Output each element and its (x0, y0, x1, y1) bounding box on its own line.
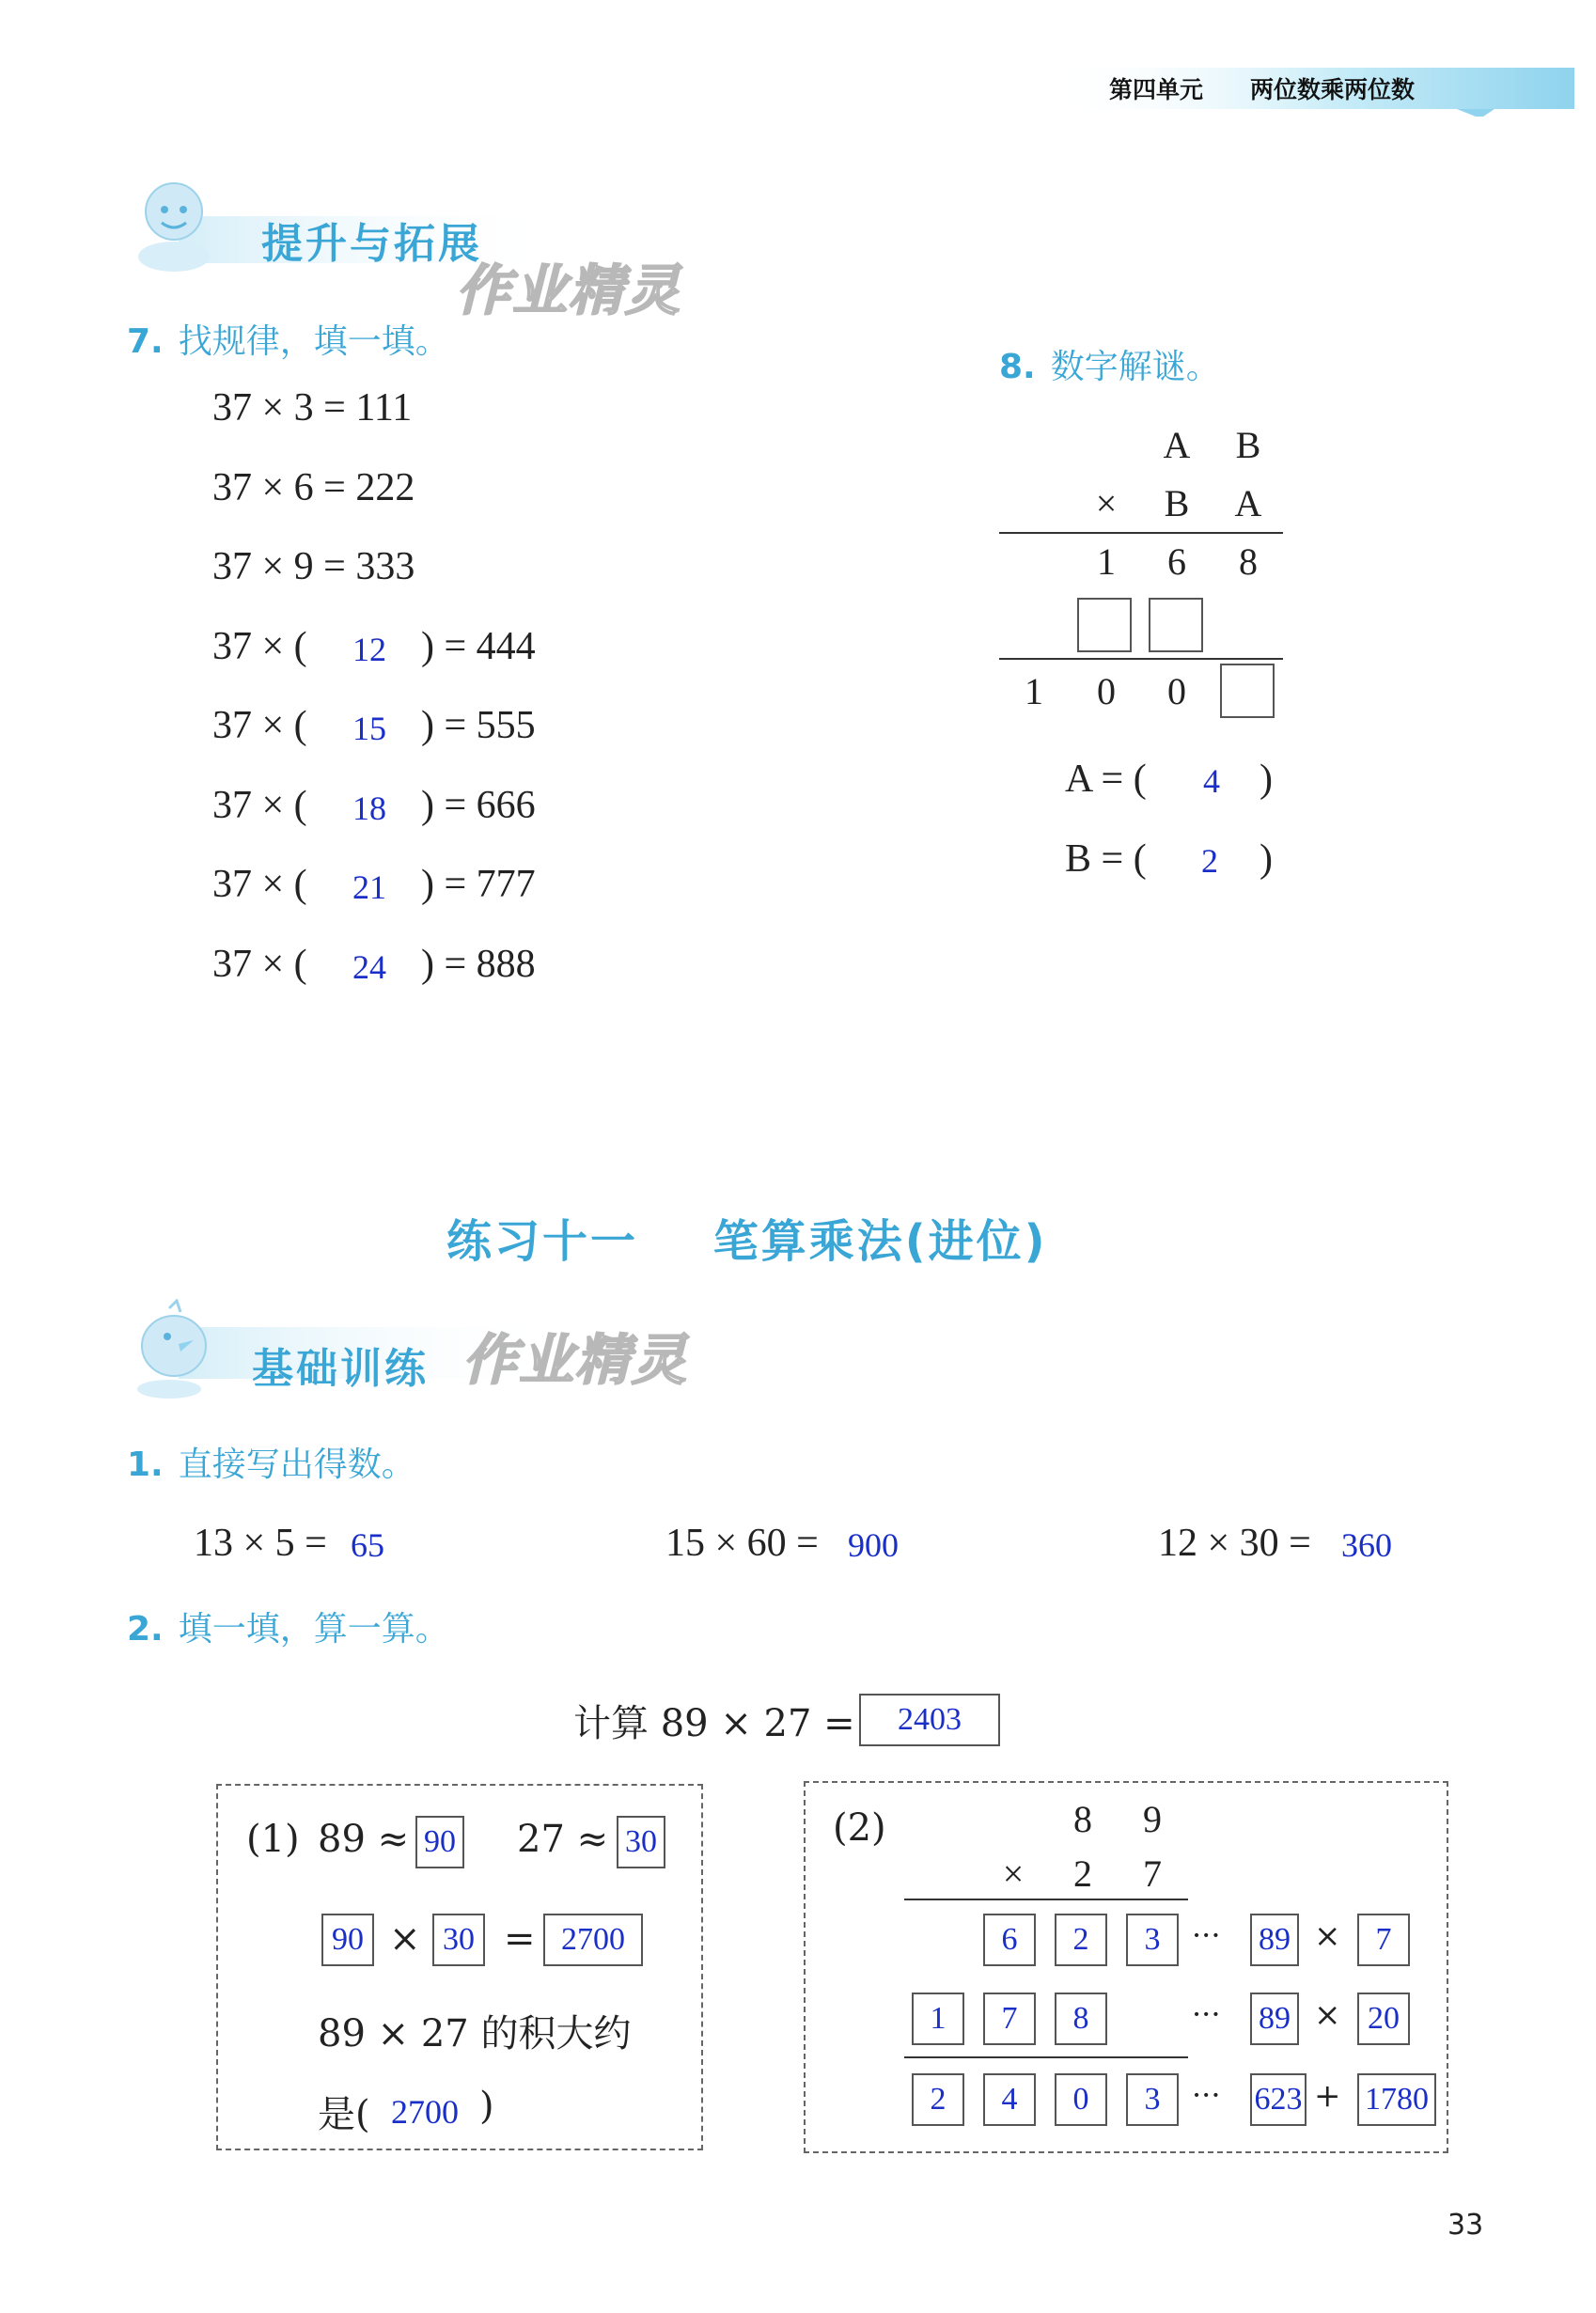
q2-part2-row1-digit-1[interactable]: 6 (983, 1914, 1036, 1966)
header-topic: 两位数乘两位数 (1250, 76, 1416, 103)
q8-row2-a: A (1234, 482, 1262, 524)
q2-part2-row2-digit-1[interactable]: 1 (912, 1993, 964, 2045)
q8-row3-d1: 1 (1097, 540, 1116, 583)
q7-row-7-left: 37 × ( (212, 863, 307, 906)
q2-part1-approx-2: 27 ≈ (517, 1818, 609, 1861)
q8-a-answer[interactable]: 4 (1203, 762, 1220, 800)
section-title-basic: 基础训练 (252, 1345, 429, 1393)
q2-number: 2. (127, 1610, 164, 1649)
q2-part1-approx-2-answer[interactable]: 30 (617, 1816, 665, 1868)
q8-row5-d3: 0 (1167, 670, 1186, 712)
q8-row5-d2: 0 (1097, 670, 1116, 712)
q2-part2-label: (2) (833, 1806, 886, 1850)
q2-part2-row3-digit-4[interactable]: 3 (1126, 2073, 1179, 2126)
q8-b-label: B = ( (1065, 837, 1147, 881)
q2-part2-line-1 (904, 1899, 1188, 1900)
q8-a-close: ) (1260, 758, 1273, 801)
q2-part1-text-2-answer[interactable]: 2700 (391, 2093, 459, 2131)
q7-row-1-left: 37 × 3 = 111 (212, 386, 413, 430)
q2-part2-top-1: 8 (1073, 1798, 1092, 1840)
q8-times: × (1095, 482, 1118, 524)
q2-part2-row1-note-a[interactable]: 89 (1250, 1914, 1299, 1966)
q2-part1-approx-1: 89 ≈ (318, 1818, 410, 1861)
q8-row1-a: A (1163, 424, 1191, 466)
q2-part2-row3-note-b[interactable]: 1780 (1357, 2073, 1436, 2126)
q8-row1-b: B (1235, 424, 1261, 466)
q2-part1-mult-1[interactable]: 90 (321, 1914, 374, 1966)
q7-row-7-answer[interactable]: 21 (352, 868, 386, 906)
exercise-number: 练习十一 (446, 1215, 639, 1268)
q7-row-4-answer[interactable]: 12 (352, 630, 386, 668)
q7-row-8-left: 37 × ( (212, 942, 307, 986)
q2-part1-mult-2[interactable]: 30 (432, 1914, 485, 1966)
q1-expr-1: 13 × 5 = (194, 1522, 327, 1565)
q8-row3-d3: 8 (1239, 540, 1258, 583)
watermark: 作业精灵 (456, 258, 682, 322)
q2-part2-row2-digit-3[interactable]: 8 (1055, 1993, 1107, 2045)
q2-part1-label: (1) (246, 1818, 300, 1861)
q2-part2-row3-digit-3[interactable]: 0 (1055, 2073, 1107, 2126)
q7-row-6-left: 37 × ( (212, 783, 307, 827)
q2-part2-row1-note-op: × (1314, 1917, 1341, 1955)
q2-part1-approx-1-answer[interactable]: 90 (415, 1816, 464, 1868)
q8-row5-d1: 1 (1025, 670, 1043, 712)
q7-row-2-left: 37 × 6 = 222 (212, 465, 415, 509)
q2-part2-row1-digit-2[interactable]: 2 (1055, 1914, 1107, 1966)
q1-answer-2[interactable]: 900 (848, 1526, 899, 1564)
q7-row-5-answer[interactable]: 15 (352, 710, 386, 747)
q8-a-label: A = ( (1065, 758, 1147, 801)
q8-blank-box-3[interactable] (1220, 664, 1275, 718)
q2-part2-row2-note-a[interactable]: 89 (1250, 1993, 1299, 2045)
q2-part2-row2-dots: ··· (1192, 1996, 1221, 2032)
q2-part2-row2-digit-2[interactable]: 7 (983, 1993, 1036, 2045)
q2-part1-text-1: 89 × 27 的积大约 (318, 2012, 632, 2055)
q8-title (999, 340, 1220, 388)
q2-part1-text-2: 是( (318, 2093, 370, 2136)
q7-row-7-right: ) = 777 (421, 863, 536, 906)
q7-row-5-left: 37 × ( (212, 704, 307, 747)
q7-row-6-answer[interactable]: 18 (352, 789, 386, 827)
q7-row-8-right: ) = 888 (421, 942, 536, 986)
q2-part2-row1-dots: ··· (1192, 1917, 1221, 1953)
q2-part1-mult-result[interactable]: 2700 (543, 1914, 643, 1966)
q7-row-4-right: ) = 444 (421, 624, 536, 668)
q7-number: 7. (127, 322, 164, 361)
exercise-title (446, 1205, 1048, 1270)
q8-blank-box-2[interactable] (1149, 598, 1203, 652)
q2-calc-label: 计算 89 × 27 = (573, 1702, 855, 1745)
q2-text: 填一填，算一算。 (178, 1610, 449, 1649)
q7-text: 找规律，填一填。 (178, 322, 449, 361)
q2-part2-row2-note-op: × (1314, 1996, 1341, 2034)
q2-part2-row3-dots: ··· (1192, 2077, 1221, 2113)
q8-b-close: ) (1260, 837, 1273, 881)
q2-part2-bottom-2: 7 (1143, 1852, 1162, 1895)
q2-part2-row3-note-op: + (1314, 2077, 1341, 2115)
q8-line1 (999, 532, 1283, 534)
q2-part2-top-2: 9 (1143, 1798, 1162, 1840)
section-title-extension: 提升与拓展 (261, 220, 482, 268)
page-number: 33 (1447, 2209, 1484, 2242)
q2-title (127, 1602, 449, 1650)
q2-part2-row2-note-b[interactable]: 20 (1357, 1993, 1410, 2045)
q8-b-answer[interactable]: 2 (1201, 842, 1218, 880)
q7-row-5-right: ) = 555 (421, 704, 536, 747)
q8-row3-d2: 6 (1167, 540, 1186, 583)
q2-part1-times: × (389, 1917, 421, 1961)
watermark-2: 作业精灵 (462, 1328, 689, 1392)
q7-row-6-right: ) = 666 (421, 783, 536, 827)
q7-row-8-answer[interactable]: 24 (352, 947, 386, 986)
q7-row-3-left: 37 × 9 = 333 (212, 545, 415, 588)
q8-line2 (999, 658, 1283, 660)
q7-row-4-left: 37 × ( (212, 624, 307, 668)
q1-answer-1[interactable]: 65 (351, 1526, 384, 1564)
q1-answer-3[interactable]: 360 (1341, 1526, 1392, 1564)
q1-expr-2: 15 × 60 = (665, 1522, 819, 1565)
q8-blank-box-1[interactable] (1077, 598, 1132, 652)
q1-number: 1. (127, 1446, 164, 1484)
q1-title (127, 1438, 415, 1486)
q2-part2-row1-note-b[interactable]: 7 (1357, 1914, 1410, 1966)
q2-part2-row3-note-a[interactable]: 623 (1250, 2073, 1307, 2126)
q8-number: 8. (999, 348, 1036, 386)
q1-text: 直接写出得数。 (178, 1446, 415, 1484)
exercise-subtitle: 笔算乘法(进位) (712, 1215, 1048, 1268)
q7-title (127, 315, 449, 363)
header-banner (1053, 64, 1574, 117)
q2-part2-row1-digit-3[interactable]: 3 (1126, 1914, 1179, 1966)
q8-row2-b: B (1164, 482, 1190, 524)
q2-part1-equals: = (504, 1917, 536, 1961)
q2-part2-row3-digit-2[interactable]: 4 (983, 2073, 1036, 2126)
q2-part1-text-2-close: ) (479, 2085, 494, 2128)
q2-part2-times: × (1002, 1852, 1025, 1895)
q2-part2-row3-digit-1[interactable]: 2 (912, 2073, 964, 2126)
q2-part2-line-2 (904, 2056, 1188, 2058)
header-unit: 第四单元 (1109, 76, 1204, 103)
q1-expr-3: 12 × 30 = (1158, 1522, 1311, 1565)
q2-calc-answer[interactable]: 2403 (859, 1694, 1000, 1746)
q8-text: 数字解谜。 (1050, 348, 1220, 386)
q2-part2-bottom-1: 2 (1073, 1852, 1092, 1895)
